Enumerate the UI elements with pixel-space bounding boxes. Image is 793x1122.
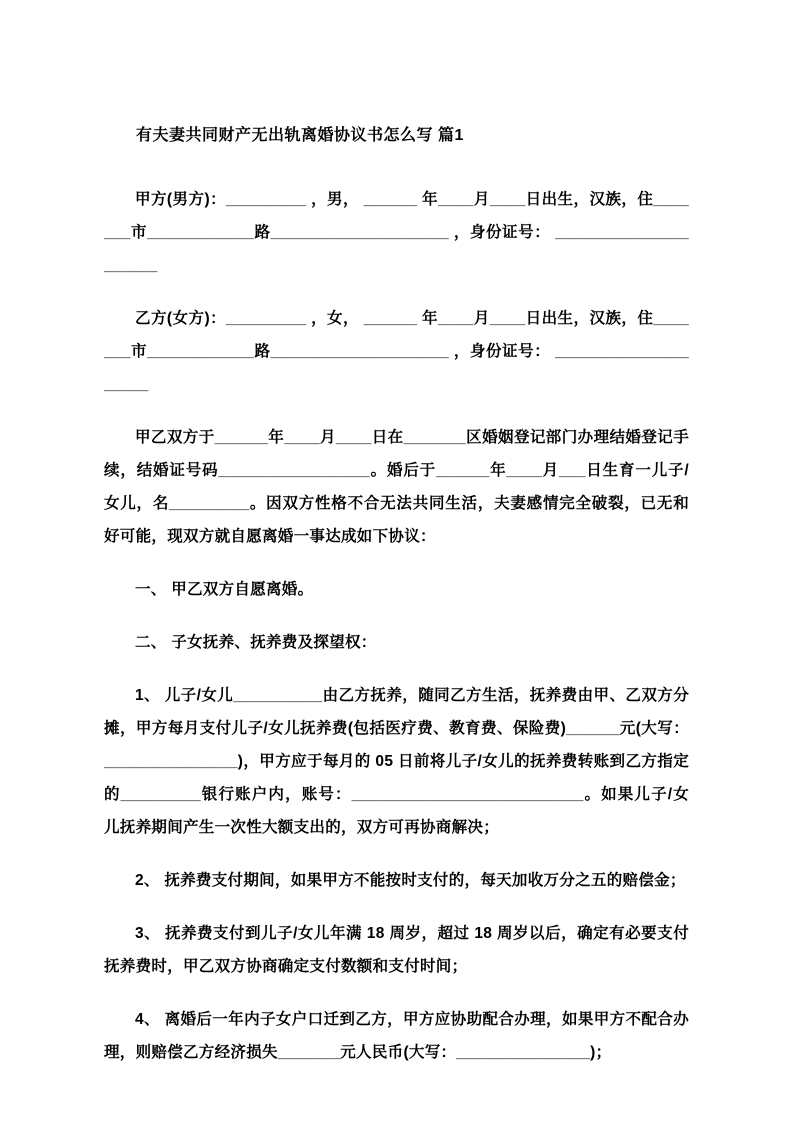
document-body [104,183,689,1069]
clause-two-item-1: 1、 儿子/女儿__________由乙方抚养，随同乙方生活，抚养费由甲、乙双方分摊，甲方每月支付儿子/女儿抚养费(包括医疗费、教育费、保险费)______元(大写：_______________)，甲方应于每月的 05 日前将儿子/女儿的抚养费转账到乙方指定的_________银行账户内，账号：__________________________。如果儿子/女儿抚养期间产生一次性大额支出的，双方可再协商解决； [104,687,689,836]
paragraph-preamble: 甲乙双方于______年____月____日在_______区婚姻登记部门办理结婚登记手续，结婚证号码_________________。婚后于______年____月___日生育一儿子/女儿，名_________。因双方性格不合无法共同生活，夫妻感情完全破裂，已无和好可能，现双方就自愿离婚一事达成如下协议： [104,429,689,545]
clause-two-item-2: 2、 抚养费支付期间，如果甲方不能按时支付的，每天加收万分之五的赔偿金； [135,872,686,889]
clause-two-item-4: 4、 离婚后一年内子女户口迁到乙方，甲方应协助配合办理，如果甲方不配合办理，则赔偿乙方经济损失_______元人民币(大写：_______________)； [104,1011,689,1061]
clause-one: 一、 甲乙双方自愿离婚。 [135,581,314,598]
paragraph-party-a: 甲方(男方)：_________ ，男， ______ 年____月____日出生，汉族，住_______市____________路____________________ ，身份证号： _____________________ [104,191,689,274]
clause-two-item-3: 3、 抚养费支付到儿子/女儿年满 18 周岁，超过 18 周岁以后，确定有必要支付抚养费时，甲乙双方协商确定支付数额和支付时间； [104,925,689,975]
document-title: 有夫妻共同财产无出轨离婚协议书怎么写 篇1 [136,127,464,144]
paragraph-party-b: 乙方(女方)：_________ ，女， ______ 年____月____日出生，汉族，住_______市____________路____________________ ，身份证号： ____________________ [104,310,689,393]
clause-two-heading: 二、 子女抚养、抚养费及探望权： [135,634,377,651]
